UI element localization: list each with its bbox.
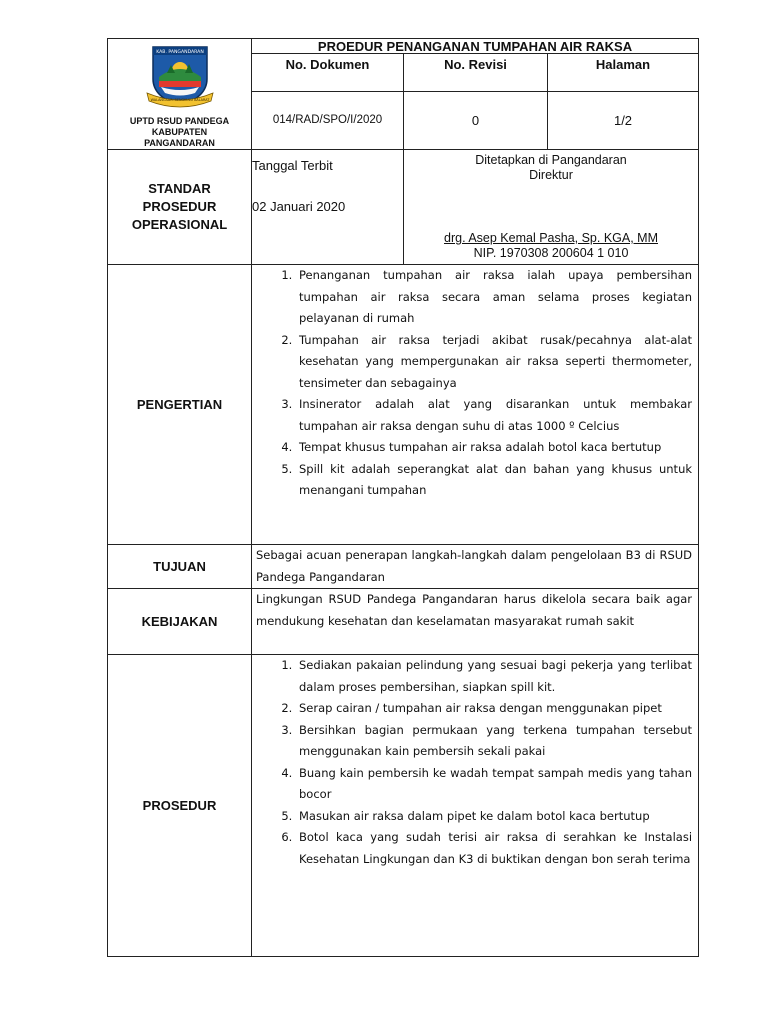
revision-label: No. Revisi: [404, 54, 548, 91]
title-row: [108, 39, 699, 54]
issue-date-cell: [252, 150, 404, 265]
prosedur-item: 1. Sediakan pakaian pelindung yang sesuai bagi pekerja yang terlibat dalam proses pembersihan, siapkan spill kit.: [296, 655, 692, 698]
pengertian-item: 5. Spill kit adalah seperangkat alat dan bahan yang khusus untuk menangani tumpahan: [296, 459, 692, 502]
hospital-unit-name: [108, 116, 251, 149]
pengertian-content: [252, 265, 699, 545]
prosedur-label: PROSEDUR: [108, 655, 252, 957]
tujuan-label: TUJUAN: [108, 545, 252, 589]
prosedur-content: [252, 655, 699, 957]
doc-number-value: 014/RAD/SPO/I/2020: [252, 91, 404, 149]
logo-motto: WALANGSARI BENGKULU BALARAT: [150, 98, 209, 102]
pengertian-list: [252, 265, 698, 502]
pengertian-row: [108, 265, 699, 545]
revision-value: 0: [404, 91, 548, 149]
kebijakan-text: Lingkungan RSUD Pandega Pangandaran harus dikelola secara baik agar mendukung kesehatan dan keselamatan masyarakat rumah sakit: [256, 592, 693, 628]
pengertian-item: 4. Tempat khusus tumpahan air raksa adalah botol kaca bertutup: [296, 437, 692, 459]
tujuan-content: [252, 545, 699, 589]
pengertian-label: PENGERTIAN: [108, 265, 252, 545]
sop-type-line-1: STANDAR: [148, 181, 211, 196]
kebijakan-label: KEBIJAKAN: [108, 589, 252, 655]
unit-name-line-3: PANGANDARAN: [144, 138, 215, 148]
tujuan-row: [108, 545, 699, 589]
director-nip: NIP. 1970308 200604 1 010: [473, 246, 629, 260]
sop-type-line-2: PROSEDUR: [142, 199, 217, 214]
regency-emblem-logo: [145, 43, 215, 109]
info-row: [108, 150, 699, 265]
doc-number-label: No. Dokumen: [252, 54, 404, 91]
unit-name-line-2: KABUPATEN: [151, 127, 208, 137]
director-title: Direktur: [529, 168, 573, 182]
sop-type-label: [108, 150, 252, 265]
page-value: 1/2: [548, 91, 699, 149]
tujuan-text: Sebagai acuan penerapan langkah-langkah dalam pengelolaan B3 di RSUD Pandega Pangandaran: [256, 548, 693, 584]
pengertian-item: 3. Insinerator adalah alat yang disarankan untuk membakar tumpahan air raksa dengan suhu di atas 1000 º Celcius: [296, 394, 692, 437]
kebijakan-row: [108, 589, 699, 655]
unit-name-line-1: UPTD RSUD PANDEGA: [129, 116, 230, 126]
director-name: drg. Asep Kemal Pasha, Sp. KGA, MM: [444, 231, 658, 245]
prosedur-item: 6. Botol kaca yang sudah terisi air raksa di serahkan ke Instalasi Kesehatan Lingkungan dan K3 di buktikan dengan bon serah terima: [296, 827, 692, 870]
approval-cell: [404, 150, 699, 265]
document-title: PROEDUR PENANGANAN TUMPAHAN AIR RAKSA: [252, 39, 699, 54]
logo-caption: KAB. PANGANDARAN: [155, 50, 204, 55]
pengertian-item: 2. Tumpahan air raksa terjadi akibat rusak/pecahnya alat-alat kesehatan yang mempergunakan air raksa seperti thermometer, tensimeter dan sebagainya: [296, 330, 692, 395]
pengertian-item: 1. Penanganan tumpahan air raksa ialah upaya pembersihan tumpahan air raksa secara aman selama proses kegiatan pelayanan di rumah: [296, 265, 692, 330]
prosedur-list: [252, 655, 698, 870]
prosedur-item: 4. Buang kain pembersih ke wadah tempat sampah medis yang tahan bocor: [296, 763, 692, 806]
issue-date-label: Tanggal Terbit: [252, 158, 333, 173]
kebijakan-content: [252, 589, 699, 655]
page-label: Halaman: [548, 54, 699, 91]
logo-cell: [108, 39, 252, 150]
prosedur-row: [108, 655, 699, 957]
prosedur-item: 5. Masukan air raksa dalam pipet ke dalam botol kaca bertutup: [296, 806, 692, 828]
sop-type-line-3: OPERASIONAL: [131, 217, 228, 232]
issue-date-value: 02 Januari 2020: [252, 199, 346, 214]
sop-table: [107, 38, 699, 957]
prosedur-item: 3. Bersihkan bagian permukaan yang terkena tumpahan tersebut menggunakan kain pembersih sekali pakai: [296, 720, 692, 763]
prosedur-item: 2. Serap cairan / tumpahan air raksa dengan menggunakan pipet: [296, 698, 692, 720]
set-at-text: Ditetapkan di Pangandaran: [475, 153, 627, 167]
